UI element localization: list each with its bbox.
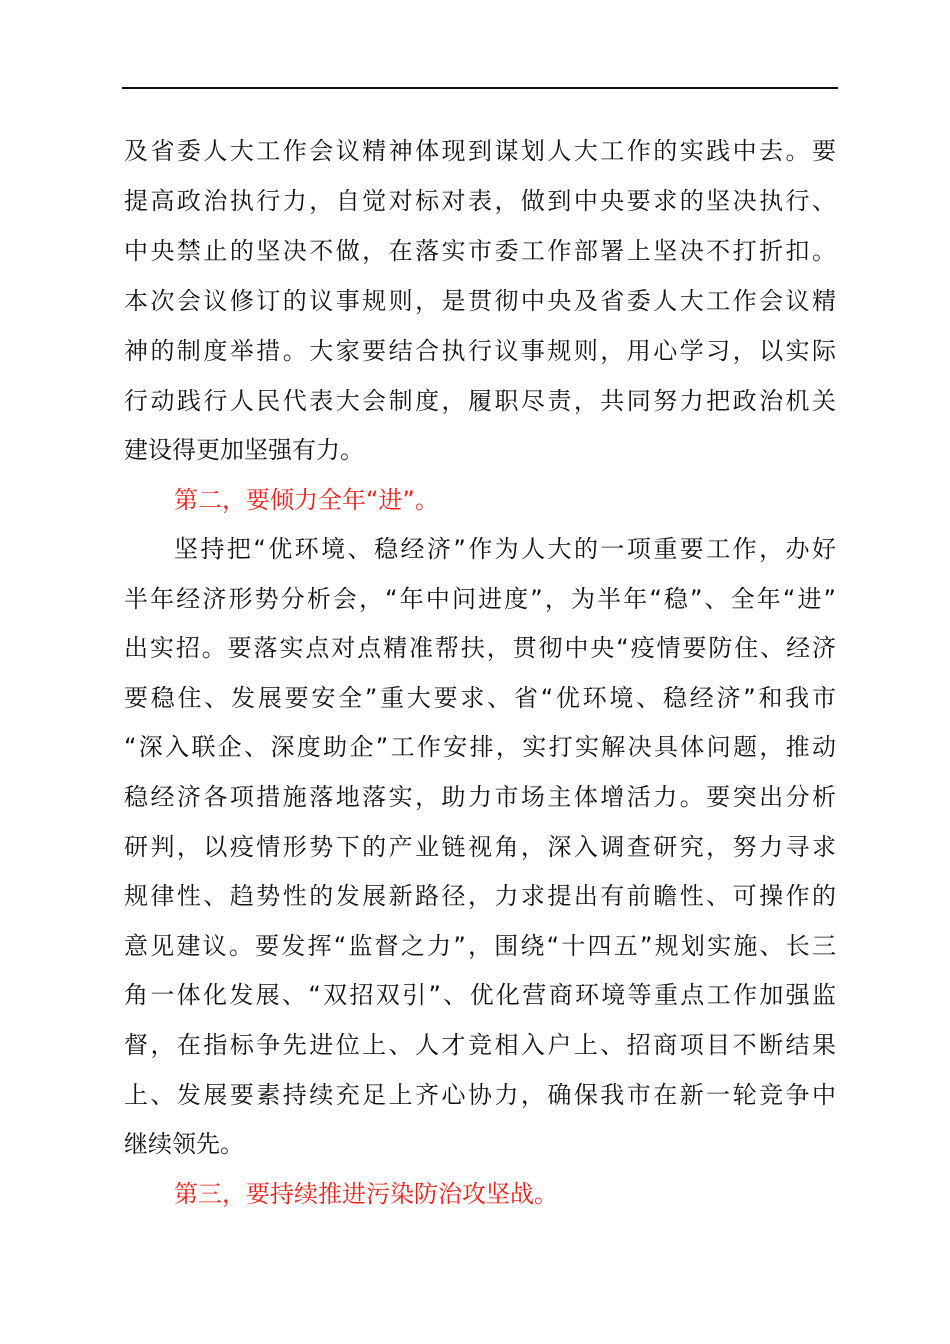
text-line: 意见建议。要发挥“监督之力”，围绕“十四五”规划实施、长三 [124, 932, 836, 960]
text-line: 行动践行人民代表大会制度，履职尽责，共同努力把政治机关 [124, 387, 836, 415]
text-line: 稳经济各项措施落地落实，助力市场主体增活力。要突出分析 [124, 783, 836, 811]
text-line: 继续领先。 [124, 1130, 244, 1158]
text-line: 研判，以疫情形势下的产业链视角，深入调查研究，努力寻求 [124, 833, 836, 861]
text-line: 中央禁止的坚决不做，在落实市委工作部署上坚决不打折扣。 [124, 237, 836, 265]
text-line: 出实招。要落实点对点精准帮扶，贯彻中央“疫情要防住、经济 [124, 634, 836, 662]
text-line: “深入联企、深度助企”工作安排，实打实解决具体问题，推动 [124, 733, 836, 761]
section-heading: 第三，要持续推进污染防治攻坚战。 [174, 1180, 558, 1208]
text-line: 提高政治执行力，自觉对标对表，做到中央要求的坚决执行、 [124, 187, 836, 215]
text-line: 本次会议修订的议事规则，是贯彻中央及省委人大工作会议精 [124, 287, 836, 315]
text-line: 督，在指标争先进位上、人才竞相入户上、招商项目不断结果 [124, 1031, 836, 1059]
text-line: 角一体化发展、“双招双引”、优化营商环境等重点工作加强监 [124, 981, 836, 1009]
text-line: 规律性、趋势性的发展新路径，力求提出有前瞻性、可操作的 [124, 882, 836, 910]
text-line: 上、发展要素持续充足上齐心协力，确保我市在新一轮竞争中 [124, 1081, 836, 1109]
text-line: 神的制度举措。大家要结合执行议事规则，用心学习，以实际 [124, 337, 836, 365]
section-heading: 第二，要倾力全年“进”。 [174, 486, 439, 514]
header-rule [122, 87, 838, 89]
text-line: 及省委人大工作会议精神体现到谋划人大工作的实践中去。要 [124, 137, 836, 165]
text-line: 坚持把“优环境、稳经济”作为人大的一项重要工作，办好 [174, 535, 836, 563]
text-line: 建设得更加坚强有力。 [124, 436, 364, 464]
text-line: 要稳住、发展要安全”重大要求、省“优环境、稳经济”和我市 [124, 684, 836, 712]
text-line: 半年经济形势分析会，“年中问进度”，为半年“稳”、全年“进” [124, 585, 836, 613]
